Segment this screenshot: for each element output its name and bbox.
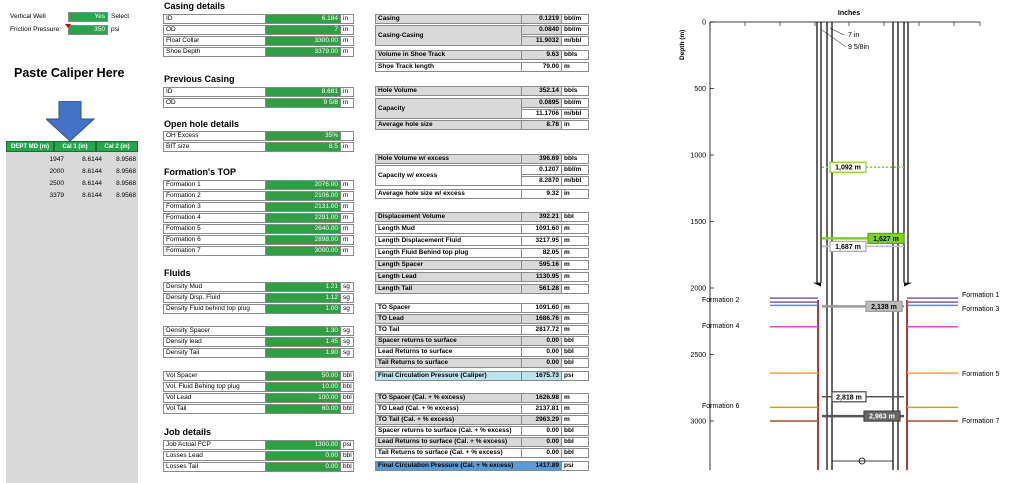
shoe-track-volume-value: 9.63 <box>521 50 562 60</box>
top-of-excess-row-unit: bbl <box>561 437 589 447</box>
marker-2818: 2,818 m <box>836 394 862 402</box>
cement-density-field-input[interactable]: 1.30 <box>265 326 341 336</box>
displacement-row-value: 1091.60 <box>521 224 562 234</box>
section-casing-details: Casing details <box>164 1 226 11</box>
cement-density-field-label: Density Tail <box>163 348 266 358</box>
y-tick-label: 1500 <box>690 219 706 226</box>
shoe-track-length-unit: m <box>561 62 589 72</box>
prev-casing-field-unit: in <box>340 87 354 97</box>
fluid-density-field-input[interactable]: 1.21 <box>265 282 341 292</box>
displacement-row-value: 1130.95 <box>521 272 562 282</box>
top-of-excess-row-value: 2137.81 <box>521 404 562 414</box>
displacement-row-label: Length Tail <box>375 284 522 294</box>
top-of-row-unit: m <box>561 325 589 335</box>
caliper-cell[interactable]: 8.6144 <box>82 168 102 175</box>
section-previous-casing: Previous Casing <box>164 74 235 84</box>
displacement-row-label: Length Displacement Fluid <box>375 236 522 246</box>
hole-volume-excess-label: Hole Volume w/ excess <box>375 154 522 164</box>
casing-field-input[interactable]: 7 <box>265 25 341 35</box>
job-field-input[interactable]: 1300.00 <box>265 440 341 450</box>
hole-volume-unit: bbls <box>561 86 589 96</box>
open-hole-field-unit <box>340 131 354 141</box>
axis-y-label: Depth (m) <box>679 29 686 60</box>
formation-field-input[interactable]: 3000.00 <box>265 246 341 256</box>
casing-field-input[interactable]: 3300.00 <box>265 36 341 46</box>
displacement-row-unit: m <box>561 224 589 234</box>
formation-field-unit: m <box>340 235 354 245</box>
top-of-row-label: TO Lead <box>375 314 522 324</box>
marker-2963: 2,963 m <box>869 413 895 421</box>
volume-field-input[interactable]: 10.00 <box>265 382 341 392</box>
formation-field-unit: m <box>340 213 354 223</box>
capacity-excess-2-unit: m/bbl <box>561 176 589 186</box>
formation-field-input[interactable]: 2076.00 <box>265 180 341 190</box>
displacement-row-value: 561.28 <box>521 284 562 294</box>
job-field-input[interactable]: 0.00 <box>265 451 341 461</box>
displacement-row-unit: m <box>561 272 589 282</box>
top-of-excess-row-value: 1626.98 <box>521 393 562 403</box>
fcp-excess-value: 1417.89 <box>521 461 562 471</box>
capacity-excess-1-unit: bbl/m <box>561 165 589 175</box>
paste-caliper-heading: Paste Caliper Here <box>14 66 125 80</box>
top-of-row-unit: m <box>561 303 589 313</box>
caliper-cell[interactable]: 8.9568 <box>116 156 136 163</box>
formation-field-unit: m <box>340 202 354 212</box>
displacement-row-unit: bbl <box>561 212 589 222</box>
open-hole-field-label: BIT size <box>163 142 266 152</box>
volume-field-input[interactable]: 100.00 <box>265 393 341 403</box>
hole-volume-excess-unit: bbls <box>561 154 589 164</box>
casing-958-label: 9 5/8in <box>848 44 870 51</box>
casing-field-unit: m <box>340 47 354 57</box>
top-of-excess-row-label: TO Spacer (Cal. + % excess) <box>375 393 522 403</box>
top-of-excess-row-label: Tail Returns to surface (Cal. + % excess) <box>375 448 522 458</box>
capacity-excess-2-value: 8.2870 <box>521 176 562 186</box>
top-of-row-unit: bbl <box>561 358 589 368</box>
top-of-excess-row-label: Spacer returns to surface (Cal. + % excess) <box>375 426 522 436</box>
casing-shoe-icon <box>904 283 912 287</box>
caliper-header-cal2: Cal 2 (in) <box>96 141 138 152</box>
capacity-1-value: 0.0895 <box>521 98 562 108</box>
shoe-track-length-value: 79.00 <box>521 62 562 72</box>
casing-field-unit: in <box>340 25 354 35</box>
casing-field-label: OD <box>163 25 266 35</box>
marker-2138: 2,138 m <box>871 303 897 311</box>
fcp-excess-unit: psi <box>561 461 589 471</box>
formation-field-label: Formation 6 <box>163 235 266 245</box>
volume-field-unit: bbl <box>340 404 354 414</box>
formation-field-label: Formation 4 <box>163 213 266 223</box>
y-tick-label: 1000 <box>690 152 706 160</box>
top-of-row-label: Spacer returns to surface <box>375 336 522 346</box>
job-field-label: Losses Lead <box>163 451 266 461</box>
casing-field-label: ID <box>163 14 266 24</box>
capacity-2-unit: m/bbl <box>561 109 589 119</box>
marker-1687: 1,687 m <box>835 243 861 251</box>
top-of-excess-row-unit: m <box>561 404 589 414</box>
well-diagram <box>670 0 1024 483</box>
displacement-row-value: 82.05 <box>521 248 562 258</box>
prev-casing-field-label: ID <box>163 87 266 97</box>
formation-label: Formation 3 <box>962 306 1000 313</box>
casing-casing-2-value: 11.9032 <box>521 36 562 46</box>
top-of-excess-row-label: TO Lead (Cal. + % excess) <box>375 404 522 414</box>
top-of-row-value: 1091.60 <box>521 303 562 313</box>
open-hole-field-label: OH Excess <box>163 131 266 141</box>
cement-density-field-unit: sg <box>340 348 354 358</box>
avg-hole-size-excess-label: Average hole size w/ excess <box>375 189 522 199</box>
cement-density-field-label: Density lead <box>163 337 266 347</box>
job-field-label: Losses Tail <box>163 462 266 472</box>
fluid-density-field-label: Density Disp. Fluid <box>163 293 266 303</box>
comment-marker-icon <box>65 24 71 28</box>
formation-field-unit: m <box>340 180 354 190</box>
prev-casing-field-label: OD <box>163 98 266 108</box>
caliper-cell[interactable]: 2000 <box>49 168 64 175</box>
formation-field-label: Formation 1 <box>163 180 266 190</box>
caliper-cell[interactable]: 8.6144 <box>82 192 102 199</box>
casing-casing-1-unit: bbl/m <box>561 25 589 35</box>
shoe-track-length-label: Shoe Track length <box>375 62 522 72</box>
displacement-row-unit: m <box>561 248 589 258</box>
casing-casing-label: Casing-Casing <box>375 25 522 46</box>
formation-field-label: Formation 3 <box>163 202 266 212</box>
caliper-cell[interactable]: 8.9568 <box>116 168 136 175</box>
formation-field-input[interactable]: 2640.00 <box>265 224 341 234</box>
hole-volume-label: Hole Volume <box>375 86 522 96</box>
displacement-row-unit: m <box>561 284 589 294</box>
capacity-2-value: 11.1706 <box>521 109 562 119</box>
fcp-caliper-value: 1675.73 <box>521 371 562 381</box>
formation-field-unit: m <box>340 191 354 201</box>
top-of-excess-row-value: 0.00 <box>521 448 562 458</box>
friction-pressure-label: Friction Pressure: <box>10 26 61 33</box>
caliper-cell[interactable]: 8.9568 <box>116 180 136 187</box>
displacement-row-unit: m <box>561 260 589 270</box>
formation-field-label: Formation 5 <box>163 224 266 234</box>
formation-field-label: Formation 2 <box>163 191 266 201</box>
caliper-header-depth: DEPT MD (m) <box>6 141 54 152</box>
fluid-density-field-unit: sg <box>340 282 354 292</box>
section-fluids: Fluids <box>164 268 191 278</box>
top-of-row-unit: bbl <box>561 347 589 357</box>
capacity-excess-1-value: 0.1207 <box>521 165 562 175</box>
casing-field-label: Shoe Depth <box>163 47 266 57</box>
friction-pressure-unit: psi <box>111 26 120 33</box>
open-hole-field-unit: in <box>340 142 354 152</box>
volume-field-label: Vol Tail <box>163 404 266 414</box>
casing-field-input[interactable]: 6.184 <box>265 14 341 24</box>
displacement-row-label: Length Fluid Behind top plug <box>375 248 522 258</box>
job-field-input[interactable]: 0.00 <box>265 462 341 472</box>
top-of-excess-row-unit: bbl <box>561 448 589 458</box>
y-tick-label: 3000 <box>690 418 706 426</box>
capacity-1-unit: bbl/m <box>561 98 589 108</box>
displacement-row-value: 3217.95 <box>521 236 562 246</box>
formation-label: Formation 2 <box>702 297 740 304</box>
capacity-excess-label: Capacity w/ excess <box>375 165 522 186</box>
top-of-excess-row-unit: bbl <box>561 426 589 436</box>
top-of-row-label: TO Tail <box>375 325 522 335</box>
marker-1627: 1,627 m <box>873 235 899 243</box>
caliper-header-cal1: Cal 1 (in) <box>54 141 96 152</box>
formation-field-input[interactable]: 2291.00 <box>265 213 341 223</box>
open-hole-field-input[interactable]: 8.5 <box>265 142 341 152</box>
casing-capacity-label: Casing <box>375 14 522 24</box>
avg-hole-size-unit: in <box>561 120 589 130</box>
section-open-hole: Open hole details <box>164 119 240 129</box>
top-of-row-value: 1686.76 <box>521 314 562 324</box>
shoe-track-volume-label: Volume in Shoe Track <box>375 50 522 60</box>
avg-hole-size-excess-unit: in <box>561 189 589 199</box>
caliper-cell[interactable]: 2500 <box>49 180 64 187</box>
displacement-row-label: Length Mud <box>375 224 522 234</box>
displacement-row-label: Length Lead <box>375 272 522 282</box>
casing-casing-2-unit: m/bbl <box>561 36 589 46</box>
prev-casing-field-input[interactable]: 9 5/8 <box>265 98 341 108</box>
volume-field-input[interactable]: 60.00 <box>265 404 341 414</box>
job-field-unit: bbl <box>340 451 354 461</box>
top-of-row-label: TO Spacer <box>375 303 522 313</box>
y-tick-label: 0 <box>702 19 706 27</box>
vertical-well-select[interactable]: Yes <box>68 12 108 22</box>
fcp-excess-label: Final Circulation Pressure (Cal. + % excess) <box>375 461 522 471</box>
job-field-unit: psi <box>340 440 354 450</box>
cement-density-field-input[interactable]: 1.45 <box>265 337 341 347</box>
cement-density-field-input[interactable]: 1.90 <box>265 348 341 358</box>
caliper-cell[interactable]: 1947 <box>49 156 64 163</box>
axis-top-label: Inches <box>837 10 861 17</box>
caliper-cell[interactable]: 3379 <box>49 192 64 199</box>
top-of-excess-row-label: TO Tail (Cal. + % excess) <box>375 415 522 425</box>
arrow-down-icon <box>46 101 98 143</box>
formation-label: Formation 7 <box>962 418 1000 425</box>
top-of-row-unit: bbl <box>561 336 589 346</box>
volume-field-unit: bbl <box>340 371 354 381</box>
volume-field-input[interactable]: 50.00 <box>265 371 341 381</box>
y-tick-label: 2000 <box>690 285 706 293</box>
formation-field-input[interactable]: 2898.00 <box>265 235 341 245</box>
volume-field-unit: bbl <box>340 382 354 392</box>
formation-label: Formation 6 <box>702 403 740 410</box>
top-of-row-value: 2817.72 <box>521 325 562 335</box>
cement-density-field-unit: sg <box>340 337 354 347</box>
caliper-table[interactable] <box>6 141 138 483</box>
formation-field-label: Formation 7 <box>163 246 266 256</box>
y-tick-label: 500 <box>694 86 706 93</box>
displacement-row-label: Displacement Volume <box>375 212 522 222</box>
fluid-density-field-input[interactable]: 1.00 <box>265 304 341 314</box>
fluid-density-field-label: Density Mud <box>163 282 266 292</box>
avg-hole-size-value: 8.78 <box>521 120 562 130</box>
formation-label: Formation 4 <box>702 323 740 330</box>
marker-1092: 1,092 m <box>835 164 861 172</box>
casing-field-unit: in <box>340 14 354 24</box>
top-of-row-label: Lead Returns to surface <box>375 347 522 357</box>
displacement-row-unit: m <box>561 236 589 246</box>
select-label: Select <box>111 13 130 20</box>
volume-field-label: Vol Spacer <box>163 371 266 381</box>
formation-field-input[interactable]: 2106.00 <box>265 191 341 201</box>
prev-casing-field-unit: in <box>340 98 354 108</box>
formation-label: Formation 5 <box>962 371 1000 378</box>
y-tick-label: 2500 <box>690 352 706 359</box>
avg-hole-size-excess-value: 9.32 <box>521 189 562 199</box>
caliper-cell[interactable]: 8.6144 <box>82 156 102 163</box>
casing-capacity-value: 0.1219 <box>521 14 562 24</box>
displacement-row-value: 595.16 <box>521 260 562 270</box>
top-of-excess-row-value: 0.00 <box>521 437 562 447</box>
fluid-density-field-unit: sg <box>340 293 354 303</box>
displacement-row-label: Length Spacer <box>375 260 522 270</box>
section-formations: Formation's TOP <box>164 167 236 177</box>
callout-line <box>822 30 846 47</box>
volume-field-unit: bbl <box>340 393 354 403</box>
shoe-track-volume-unit: bbls <box>561 50 589 60</box>
friction-pressure-input[interactable]: 350 <box>68 25 108 35</box>
vertical-well-label: Vertical Well <box>10 13 46 20</box>
top-of-excess-row-unit: m <box>561 393 589 403</box>
top-of-row-value: 0.00 <box>521 336 562 346</box>
cement-density-field-unit: sg <box>340 326 354 336</box>
fluid-density-field-unit: sg <box>340 304 354 314</box>
volume-field-label: Vol. Fluid Behing top plug <box>163 382 266 392</box>
hole-volume-excess-value: 396.69 <box>521 154 562 164</box>
formation-field-input[interactable]: 2131.00 <box>265 202 341 212</box>
prev-casing-field-input[interactable]: 8.681 <box>265 87 341 97</box>
top-of-excess-row-unit: m <box>561 415 589 425</box>
casing-casing-1-value: 0.0840 <box>521 25 562 35</box>
formation-field-unit: m <box>340 224 354 234</box>
casing-shoe-icon <box>813 283 821 287</box>
top-of-row-value: 0.00 <box>521 347 562 357</box>
fcp-caliper-unit: psi <box>561 371 589 381</box>
top-of-excess-row-value: 0.00 <box>521 426 562 436</box>
casing-field-input[interactable]: 3379.00 <box>265 47 341 57</box>
casing-capacity-unit: bbl/m <box>561 14 589 24</box>
fluid-density-field-label: Density Fluid behind top plug <box>163 304 266 314</box>
avg-hole-size-label: Average hole size <box>375 120 522 130</box>
caliper-cell[interactable]: 8.6144 <box>82 180 102 187</box>
casing-field-unit: m <box>340 36 354 46</box>
job-field-unit: bbl <box>340 462 354 472</box>
volume-field-label: Vol Lead <box>163 393 266 403</box>
casing-7in-label: 7 in <box>848 32 860 39</box>
casing-field-label: Float Collar <box>163 36 266 46</box>
caliper-cell[interactable]: 8.9568 <box>116 192 136 199</box>
displacement-row-value: 392.21 <box>521 212 562 222</box>
capacity-label: Capacity <box>375 98 522 119</box>
open-hole-field-input[interactable]: 35% <box>265 131 341 141</box>
section-job-details: Job details <box>164 427 212 437</box>
hole-volume-value: 352.14 <box>521 86 562 96</box>
fcp-caliper-label: Final Circulation Pressure (Caliper) <box>375 371 522 381</box>
formation-field-unit: m <box>340 246 354 256</box>
top-of-row-value: 0.00 <box>521 358 562 368</box>
formation-label: Formation 1 <box>962 292 1000 299</box>
fluid-density-field-input[interactable]: 1.12 <box>265 293 341 303</box>
top-of-row-unit: m <box>561 314 589 324</box>
top-of-excess-row-label: Lead Returns to surface (Cal. + % excess) <box>375 437 522 447</box>
top-of-excess-row-value: 2963.29 <box>521 415 562 425</box>
cement-density-field-label: Density Spacer <box>163 326 266 336</box>
top-of-row-label: Tail Returns to surface <box>375 358 522 368</box>
job-field-label: Job Actual FCP <box>163 440 266 450</box>
